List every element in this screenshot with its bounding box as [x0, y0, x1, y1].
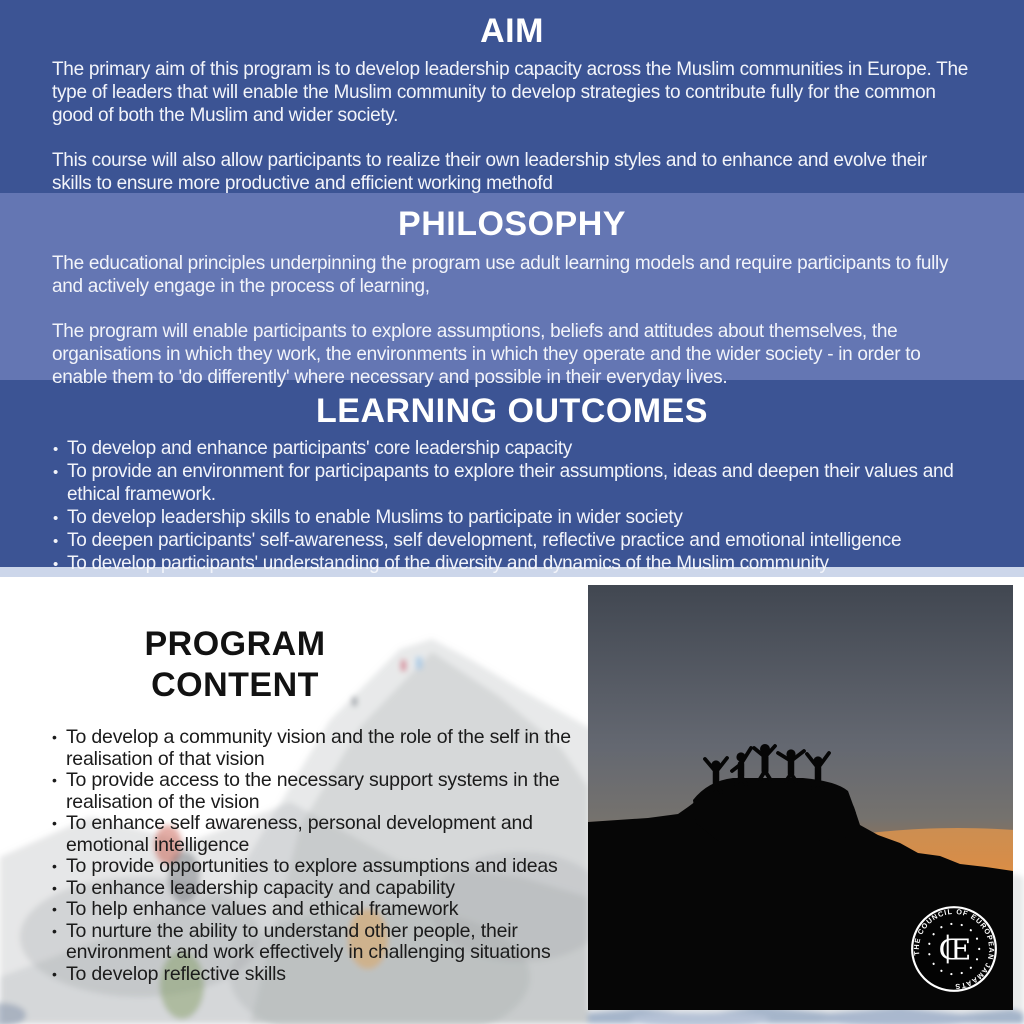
program-content-column: [0, 577, 588, 1024]
program-content-title: [0, 624, 470, 706]
program-content-list: [52, 727, 584, 985]
learning-outcomes-list: [53, 437, 972, 575]
program-content-item: • To develop a community vision and the role of the self in the realisation of that vision: [52, 727, 584, 770]
section-learning-outcomes: [0, 380, 1024, 574]
section-program-content: [0, 577, 1024, 1024]
aim-title: AIM: [480, 12, 544, 50]
program-content-item: • To enhance leadership capacity and capability: [52, 878, 584, 900]
learning-outcome-item: • To develop leadership skills to enable Muslims to participate in wider society: [53, 506, 972, 529]
program-content-item: • To nurture the ability to understand other people, their environment and work effectively in challenging situations: [52, 921, 584, 964]
section-philosophy: [0, 193, 1024, 388]
program-content-item: • To help enhance values and ethical framework: [52, 899, 584, 921]
program-content-item: • To enhance self awareness, personal development and emotional intelligence: [52, 813, 584, 856]
philosophy-title: PHILOSOPHY: [398, 205, 626, 243]
program-content-item: • To develop reflective skills: [52, 964, 584, 986]
learning-outcomes-title: LEARNING OUTCOMES: [316, 392, 708, 430]
seal-monogram: Œ: [938, 932, 972, 967]
aim-paragraph-1: The primary aim of this program is to develop leadership capacity across the Muslim communities in Europe. The type of leaders that will enable the Muslim community to develop strategies to contribute fully for the common good of both the Muslim and wider society.: [52, 59, 968, 126]
learning-outcome-item: • To develop and enhance participants' core leadership capacity: [53, 437, 972, 460]
program-title-line-2: CONTENT: [151, 666, 319, 704]
program-content-item: • To provide opportunities to explore assumptions and ideas: [52, 856, 584, 878]
program-title-line-1: PROGRAM: [144, 625, 326, 663]
learning-outcome-item: • To deepen participants' self-awareness, self development, reflective practice and emotional intelligence: [53, 529, 972, 552]
philosophy-paragraph-2: The program will enable participants to explore assumptions, beliefs and attitudes about themselves, the organisations in which they work, the environments in which they operate and the wider society - in order to enable them to 'do differently' where necessary and possible in their everyday lives.: [52, 321, 921, 388]
summit-sunset-photo: [588, 585, 1013, 1010]
philosophy-paragraph-1: The educational principles underpinning the program use adult learning models and require participants to fully and actively engage in the process of learning,: [52, 253, 949, 297]
aim-paragraph-2: This course will also allow participants to realize their own leadership styles and to enhance and evolve their skills to ensure more productive and efficient working methofd: [52, 150, 927, 194]
learning-outcome-item: • To develop participants' understanding of the diversity and dynamics of the Muslim community: [53, 552, 972, 575]
learning-outcome-item: • To provide an environment for participapants to explore their assumptions, ideas and deepen their values and ethical framework.: [53, 460, 972, 506]
coej-seal-logo: [909, 904, 999, 994]
program-content-item: • To provide access to the necessary support systems in the realisation of the vision: [52, 770, 584, 813]
section-aim: [0, 0, 1024, 193]
seal-ring-text: THE COUNCIL OF EUROPEAN JAMAATS: [911, 906, 997, 992]
